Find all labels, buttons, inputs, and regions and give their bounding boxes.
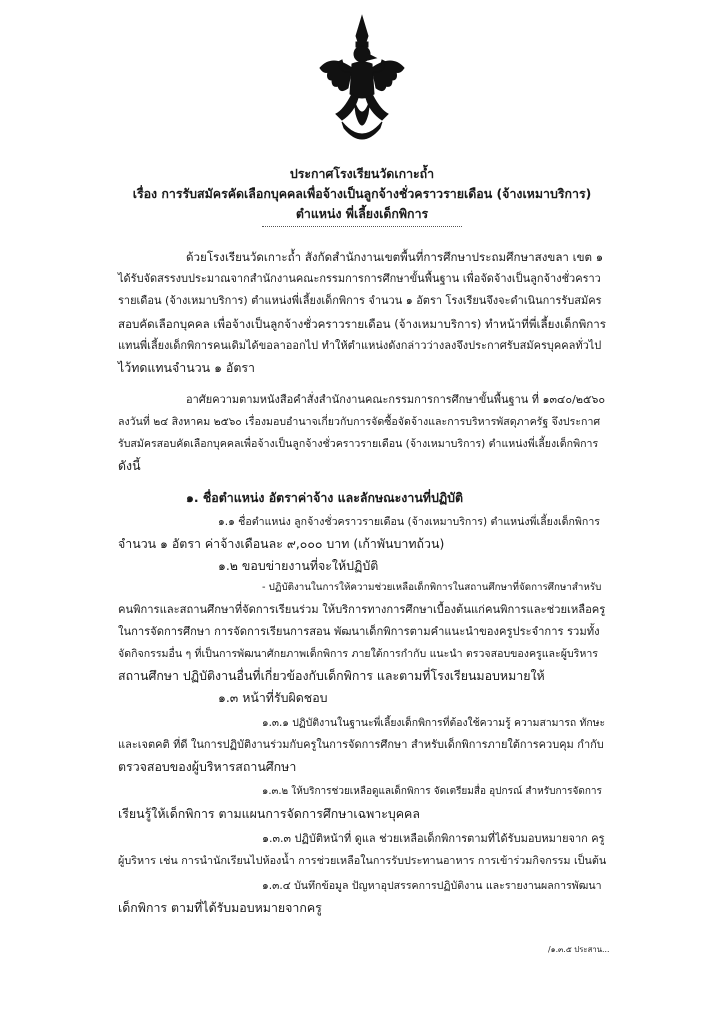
- section-1-heading: ๑. ชื่อตำแหน่ง อัตราค่าจ้าง และลักษณะงานที่ปฏิบัติ: [186, 490, 464, 505]
- item-1-3-heading: ๑.๓ หน้าที่รับผิดชอบ: [218, 690, 328, 705]
- paragraph-2-line: ดังนี้: [118, 458, 141, 473]
- item-1-3-3-line: ๑.๓.๓ ปฏิบัติหน้าที่ ดูแล ช่วยเหลือเด็กพิการตามที่ได้รับมอบหมายจาก ครู: [262, 832, 605, 845]
- paragraph-1-line: ได้รับจัดสรรงบประมาณจากสำนักงานคณะกรรมการการศึกษาขั้นพื้นฐาน เพื่อจัดจ้างเป็นลูกจ้างชั่วคราว: [118, 272, 601, 285]
- item-1-2-line: ในการจัดการศึกษา การจัดการเรียนการสอน พัฒนาเด็กพิการตามคำแนะนำของครูประจำการ รวมทั้ง: [118, 625, 600, 638]
- paragraph-2-line: รับสมัครสอบคัดเลือกบุคคลเพื่อจ้างเป็นลูกจ้างชั่วคราวรายเดือน (จ้างเหมาบริการ) ตำแหน่งพี่เลี้ยงเด็กพิการ: [118, 438, 599, 450]
- item-1-2-line: - ปฏิบัติงานในการให้ความช่วยเหลือเด็กพิการในสถานศึกษาที่จัดการศึกษาสำหรับ: [262, 582, 602, 593]
- item-1-2-line: จัดกิจกรรมอื่น ๆ ที่เป็นการพัฒนาศักยภาพเด็กพิการ ภายใต้การกำกับ แนะนำ ตรวจสอบของครูและผู้บริหาร: [118, 648, 598, 660]
- item-1-2-line: คนพิการและสถานศึกษาที่จัดการเรียนร่วม ให้บริการทางการศึกษาเบื้องต้นแก่คนพิการและช่วยเหลือครู: [118, 603, 606, 616]
- item-1-1-line: ๑.๑ ชื่อตำแหน่ง ลูกจ้างชั่วคราวรายเดือน (จ้างเหมาบริการ) ตำแหน่งพี่เลี้ยงเด็กพิการ: [218, 516, 600, 528]
- item-1-3-4-line: ๑.๓.๔ บันทึกข้อมูล ปัญหาอุปสรรคการปฏิบัติงาน และรายงานผลการพัฒนา: [262, 880, 602, 892]
- announcement-position: ตำแหน่ง พี่เลี้ยงเด็กพิการ: [295, 206, 429, 221]
- item-1-3-2-line: เรียนรู้ให้เด็กพิการ ตามแผนการจัดการศึกษาเฉพาะบุคคล: [118, 806, 420, 821]
- item-1-3-3-line: ผู้บริหาร เช่น การนำนักเรียนไปห้องน้ำ การช่วยเหลือในการรับประทานอาหาร การเข้าร่วมกิจกรรม เป็นต้น: [118, 854, 607, 867]
- paragraph-1-line: ด้วยโรงเรียนวัดเกาะถ้ำ สังกัดสำนักงานเขตพื้นที่การศึกษาประถมศึกษาสงขลา เขต ๑: [186, 250, 604, 264]
- paragraph-1-line: รายเดือน (จ้างเหมาบริการ) ตำแหน่งพี่เลี้ยงเด็กพิการ จำนวน ๑ อัตรา โรงเรียนจึงจะดำเนินการรับสมัคร: [118, 294, 602, 307]
- garuda-emblem: [318, 14, 406, 150]
- item-1-3-2-line: ๑.๓.๒ ให้บริการช่วยเหลือดูแลเด็กพิการ จัดเตรียมสื่อ อุปกรณ์ สำหรับการจัดการ: [262, 786, 602, 797]
- item-1-3-1-line: และเจตคติ ที่ดี ในการปฏิบัติงานร่วมกับครูในการจัดการศึกษา สำหรับเด็กพิการภายใต้การควบคุม กำกับ: [118, 738, 604, 751]
- paragraph-1-line: แทนพี่เลี้ยงเด็กพิการคนเดิมได้ขอลาออกไป ทำให้ตำแหน่งดังกล่าวว่างลงจึงประกาศรับสมัครบุคคลทั่วไป: [118, 339, 602, 352]
- item-1-3-1-line: ตรวจสอบของผู้บริหารสถานศึกษา: [118, 759, 297, 774]
- announcement-subject: เรื่อง การรับสมัครคัดเลือกบุคคลเพื่อจ้างเป็นลูกจ้างชั่วคราวรายเดือน (จ้างเหมาบริการ): [132, 186, 592, 201]
- paragraph-1-line: ไว้ทดแทนจำนวน ๑ อัตรา: [118, 360, 255, 375]
- paragraph-2-line: อาศัยความตามหนังสือคำสั่งสำนักงานคณะกรรมการการศึกษาขั้นพื้นฐาน ที่ ๑๓๔๐/๒๕๖๐: [186, 393, 606, 406]
- item-1-2-heading: ๑.๒ ขอบข่ายงานที่จะให้ปฏิบัติ: [218, 558, 379, 573]
- item-1-2-line: สถานศึกษา ปฏิบัติงานอื่นที่เกี่ยวข้องกับเด็กพิการ และตามที่โรงเรียนมอบหมายให้: [118, 668, 545, 683]
- announcement-title: ประกาศโรงเรียนวัดเกาะถ้ำ: [289, 166, 435, 181]
- item-1-3-1-line: ๑.๓.๑ ปฏิบัติงานในฐานะพี่เลี้ยงเด็กพิการที่ต้องใช้ความรู้ ความสามารถ ทักษะ: [262, 717, 606, 729]
- page-continuation-marker: /๑.๓.๕ ประสาน...: [548, 945, 610, 954]
- paragraph-2-line: ลงวันที่ ๒๔ สิงหาคม ๒๕๖๐ เรื่องมอบอำนาจเกี่ยวกับการจัดซื้อจัดจ้างและการบริหารพัสดุภาครัฐ จึงประกาศ: [118, 416, 601, 428]
- item-1-1-line: จำนวน ๑ อัตรา ค่าจ้างเดือนละ ๙,๐๐๐ บาท (เก้าพันบาทถ้วน): [118, 536, 445, 551]
- separator-dotted-line: [262, 226, 462, 227]
- paragraph-1-line: สอบคัดเลือกบุคคล เพื่อจ้างเป็นลูกจ้างชั่วคราวรายเดือน (จ้างเหมาบริการ) ทำหน้าที่พี่เลี้ยงเด็กพิการ: [118, 317, 606, 331]
- item-1-3-4-line: เด็กพิการ ตามที่ได้รับมอบหมายจากครู: [118, 900, 322, 915]
